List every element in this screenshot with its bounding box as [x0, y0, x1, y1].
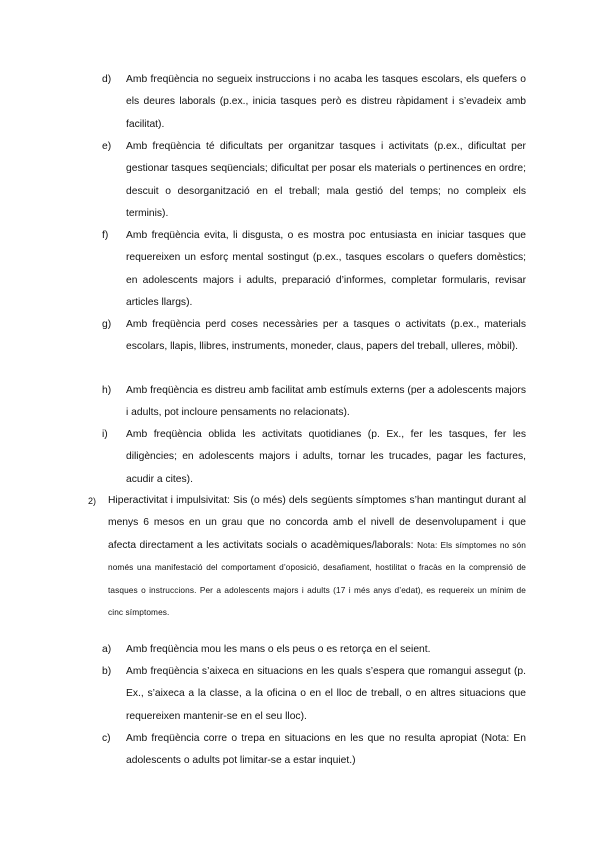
list-item-text: Amb freqüència mou les mans o els peus o es retorça en el seient.	[126, 644, 431, 655]
list-marker: i)	[102, 429, 108, 440]
list-item-i	[102, 424, 526, 491]
section-2-note: Nota: Els símptomes no són només una manifestació del comportament d’oposició, desafiament, hostilitat o fracàs en la comprensió de tasques o instruccions. Per a adolescents majors i adults (17 i més anys d’edat), es requereix un mínim de cinc símptomes.	[108, 539, 526, 618]
list-marker: a)	[102, 644, 112, 655]
list-item-text: Amb freqüència es distreu amb facilitat amb estímuls externs (per a adolescents majors i adults, pot incloure pensaments no relacionats).	[126, 385, 526, 419]
list-item-text: Amb freqüència no segueix instruccions i no acaba les tasques escolars, els quefers o els deures laborals (p.ex., inicia tasques però es distreu ràpidament i s’evadeix amb facilitat).	[126, 74, 526, 130]
list-item-text: Amb freqüència perd coses necessàries per a tasques o activitats (p.ex., materials escolars, llapis, llibres, instruments, moneder, claus, papers del treball, ulleres, mòbil).	[126, 319, 526, 353]
list-item-text: Amb freqüència s’aixeca en situacions en les quals s’espera que romangui assegut (p. Ex., s’aixeca a la classe, a la oficina o en el lloc de treball, o en altres situacions que requereixen mantenir-se en el seu lloc).	[126, 666, 526, 722]
list-marker: c)	[102, 733, 111, 744]
list-item-g	[102, 314, 526, 359]
list-item-e	[102, 136, 526, 226]
section-2-text: Hiperactivitat i impulsivitat: Sis (o més) dels següents símptomes s’han mantingut durant al menys 6 mesos en un grau que no concorda amb el nivell de desenvolupament i que afecta directament a les activitats socials o acadèmiques/laborals:	[108, 495, 526, 551]
list-item-h	[102, 380, 526, 425]
list-marker: h)	[102, 385, 112, 396]
list-marker: d)	[102, 74, 112, 85]
list-marker: g)	[102, 319, 112, 330]
list-item-b-c	[102, 728, 526, 773]
list-item-b-a	[102, 639, 526, 661]
list-item-text: Amb freqüència té dificultats per organitzar tasques i activitats (p.ex., dificultat per gestionar tasques seqüencials; dificultat per posar els materials o pertinences en ordre; descuit o desorganització en el treball; mala gestió del temps; no compleix els terminis).	[126, 141, 526, 220]
section-2	[88, 490, 526, 624]
list-item-d	[102, 69, 526, 136]
list-marker: b)	[102, 666, 112, 677]
list-item-text: Amb freqüència evita, li disgusta, o es mostra poc entusiasta en iniciar tasques que requereixen un esforç mental sostingut (p.ex., tasques escolars o quefers domèstics; en adolescents majors i adults, preparació d’informes, completar formularis, revisar articles llargs).	[126, 230, 526, 309]
section-marker: 2)	[88, 496, 97, 506]
list-item-f	[102, 225, 526, 315]
list-item-b-b	[102, 661, 526, 728]
list-item-text: Amb freqüència corre o trepa en situacions en les que no resulta apropiat (Nota: En adolescents o adults pot limitar-se a estar inquiet.)	[126, 733, 526, 767]
list-item-text: Amb freqüència oblida les activitats quotidianes (p. Ex., fer les tasques, fer les diligències; en adolescents majors i adults, tornar les trucades, pagar les factures, acudir a cites).	[126, 429, 526, 485]
list-marker: e)	[102, 141, 112, 152]
list-marker: f)	[102, 230, 109, 241]
